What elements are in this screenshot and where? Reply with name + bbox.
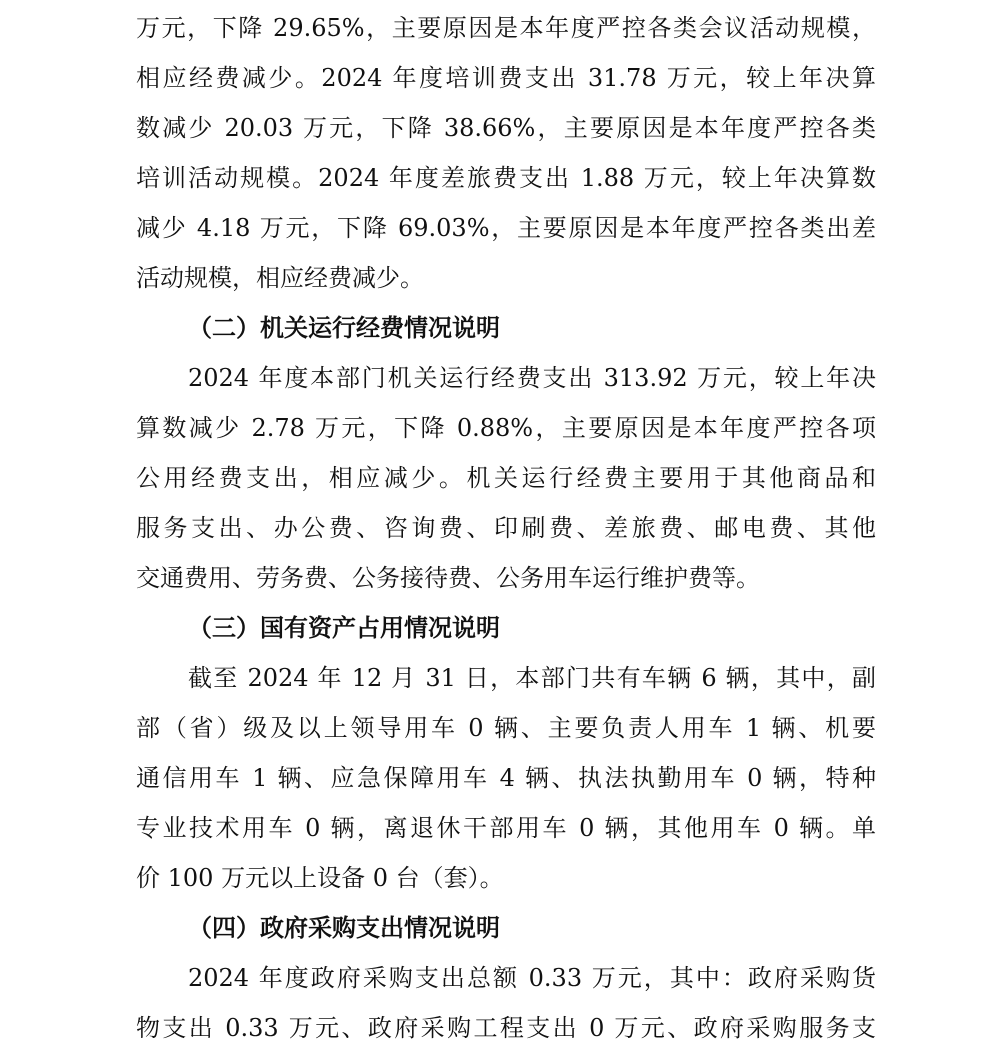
body-line: 通信用车 1 辆、应急保障用车 4 辆、执法执勤用车 0 辆，特种 bbox=[136, 764, 876, 792]
section-heading: （二）机关运行经费情况说明 bbox=[188, 313, 500, 342]
body-line: 减少 4.18 万元，下降 69.03%，主要原因是本年度严控各类出差 bbox=[136, 214, 876, 242]
body-line: 价 100 万元以上设备 0 台（套）。 bbox=[136, 864, 504, 892]
body-line: 数减少 20.03 万元，下降 38.66%，主要原因是本年度严控各类 bbox=[136, 114, 876, 142]
section-heading: （四）政府采购支出情况说明 bbox=[188, 913, 500, 942]
body-line: 公用经费支出，相应减少。机关运行经费主要用于其他商品和 bbox=[136, 464, 876, 492]
body-line: 物支出 0.33 万元、政府采购工程支出 0 万元、政府采购服务支 bbox=[136, 1014, 876, 1042]
section-heading: （三）国有资产占用情况说明 bbox=[188, 613, 500, 642]
paragraph-first-line: 2024 年度政府采购支出总额 0.33 万元，其中：政府采购货 bbox=[188, 964, 876, 992]
paragraph-first-line: 截至 2024 年 12 月 31 日，本部门共有车辆 6 辆，其中，副 bbox=[188, 664, 876, 692]
body-line: 交通费用、劳务费、公务接待费、公务用车运行维护费等。 bbox=[136, 564, 760, 592]
body-line: 部（省）级及以上领导用车 0 辆、主要负责人用车 1 辆、机要 bbox=[136, 714, 876, 742]
body-line: 服务支出、办公费、咨询费、印刷费、差旅费、邮电费、其他 bbox=[136, 514, 876, 542]
body-line: 相应经费减少。2024 年度培训费支出 31.78 万元，较上年决算 bbox=[136, 64, 876, 92]
paragraph-first-line: 2024 年度本部门机关运行经费支出 313.92 万元，较上年决 bbox=[188, 364, 876, 392]
body-line: 算数减少 2.78 万元，下降 0.88%，主要原因是本年度严控各项 bbox=[136, 414, 876, 442]
body-line: 万元，下降 29.65%，主要原因是本年度严控各类会议活动规模， bbox=[136, 14, 876, 42]
body-line: 培训活动规模。2024 年度差旅费支出 1.88 万元，较上年决算数 bbox=[136, 164, 876, 192]
body-line: 活动规模，相应经费减少。 bbox=[136, 264, 424, 292]
body-line: 专业技术用车 0 辆，离退休干部用车 0 辆，其他用车 0 辆。单 bbox=[136, 814, 876, 842]
